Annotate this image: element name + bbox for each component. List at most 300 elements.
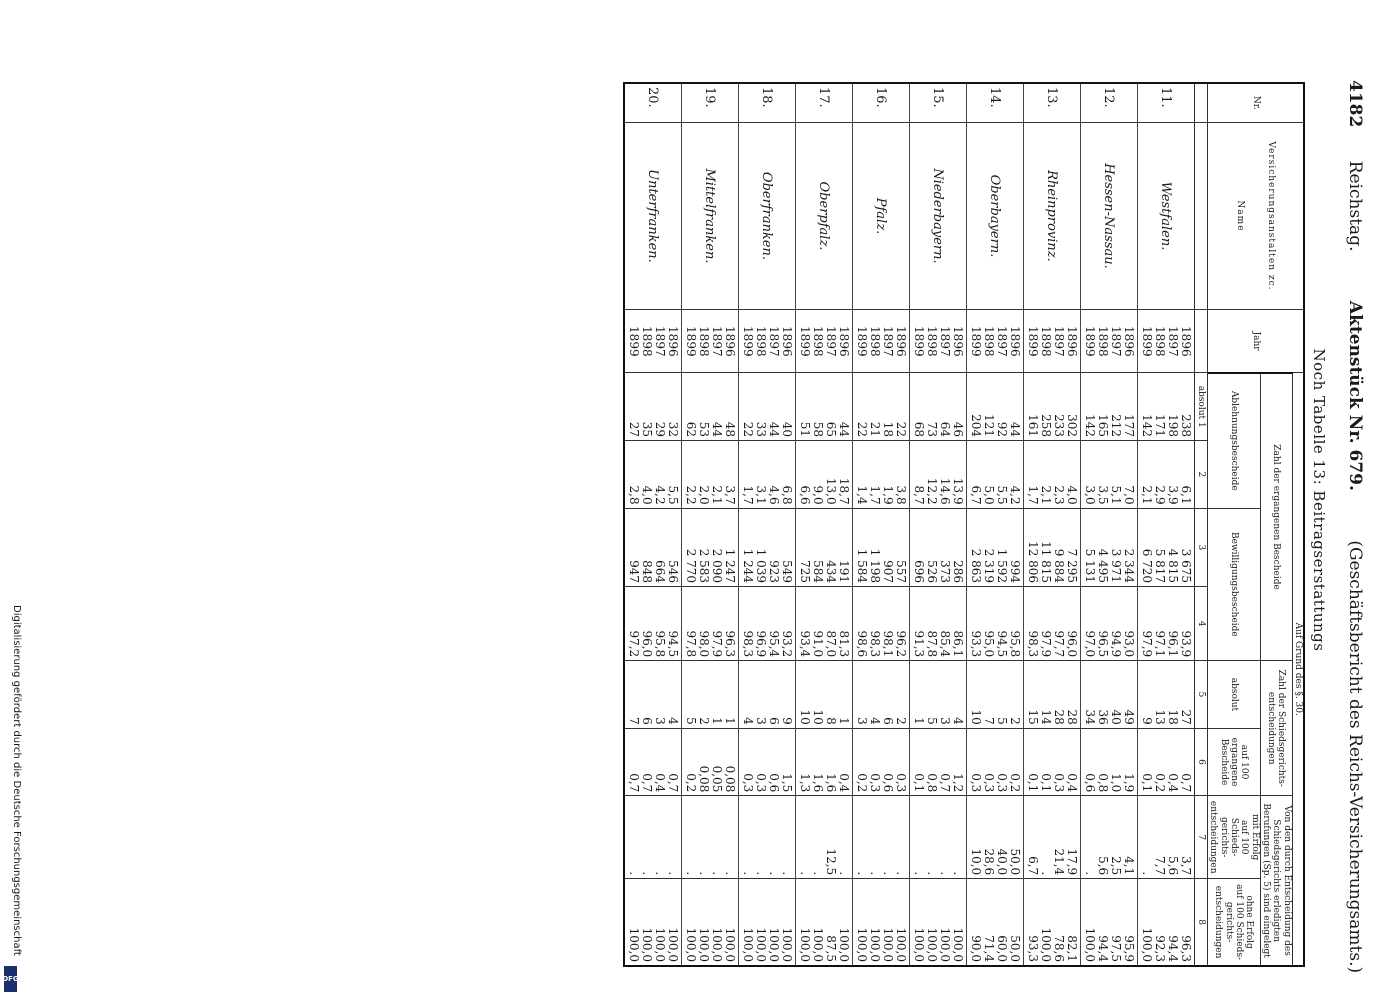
col5-cell-value: 14 <box>1038 709 1053 725</box>
col5-cell-value: 36 <box>1095 709 1110 725</box>
header-anstalten-label: Versicherungsanstalten zc. <box>1265 141 1276 291</box>
anstalt-name: Pfalz. <box>852 122 909 309</box>
col7-cell-value: . <box>1082 871 1097 876</box>
col3-cell-value: 1 039 <box>753 548 768 584</box>
year-cell-value: 1898 <box>696 326 711 357</box>
col1-cell <box>852 373 909 441</box>
year-cell-value: 1896 <box>893 326 908 357</box>
col1-cell-value: 258 <box>1038 414 1053 438</box>
col3-cell-value: 5 131 <box>1082 548 1097 584</box>
col7-cell <box>909 796 966 879</box>
col2-cell-value: 18,7 <box>836 477 851 505</box>
col6-cell-value: 0,4 <box>836 773 851 793</box>
col5-cell <box>909 661 966 729</box>
col6-cell-value: 0,3 <box>867 773 882 793</box>
col7-cell-value: 5,6 <box>1095 856 1110 876</box>
col5-cell-value: 1 <box>836 717 851 725</box>
table-row <box>852 83 909 966</box>
col8-cell-value: 100,0 <box>722 927 737 962</box>
year-cell-value: 1899 <box>911 326 926 357</box>
col1-cell <box>909 373 966 441</box>
col5-cell <box>624 661 682 729</box>
col4-cell <box>966 587 1023 661</box>
col6-cell-value: 0,2 <box>1007 773 1022 793</box>
year-cell-value: 1898 <box>810 326 825 357</box>
year-cell <box>1023 310 1080 373</box>
col3-cell-value: 994 <box>1007 560 1022 584</box>
col2-cell <box>681 441 738 509</box>
col4-cell-value: 87,0 <box>823 630 838 658</box>
col1-cell-value: 18 <box>880 421 895 438</box>
year-cell-value: 1898 <box>981 326 996 357</box>
col1-cell-value: 44 <box>766 421 781 438</box>
col2-cell-value: 3,9 <box>1165 485 1180 505</box>
col8-cell-value: 100,0 <box>652 927 667 962</box>
col5-cell <box>738 661 795 729</box>
col1-cell-value: 68 <box>911 421 926 438</box>
col6-cell-value: 0,7 <box>665 773 680 793</box>
col7-cell <box>681 796 738 879</box>
col8-cell-value: 100,0 <box>683 927 698 962</box>
year-cell <box>681 310 738 373</box>
col1-cell-value: 171 <box>1152 414 1167 438</box>
year-cell-value: 1897 <box>937 326 952 357</box>
col6-cell-value: 0,7 <box>626 773 641 793</box>
col6-cell-value: 0,8 <box>924 773 939 793</box>
col3-cell-value: 1 247 <box>722 548 737 584</box>
col6-cell <box>795 728 852 796</box>
year-cell-value: 1899 <box>1025 326 1040 357</box>
col6-cell <box>1137 728 1194 796</box>
col3-cell <box>1023 508 1080 586</box>
col1-cell-value: 22 <box>740 421 755 438</box>
col3-cell-value: 9 884 <box>1051 548 1066 584</box>
col7-cell-value: 4,1 <box>1121 856 1136 876</box>
col8-cell-value: 100,0 <box>1139 927 1154 962</box>
col2-cell-value: 1,7 <box>740 485 755 505</box>
col4-cell-value: 98,3 <box>867 630 882 658</box>
col5-cell-value: 6 <box>880 717 895 725</box>
year-cell-value: 1897 <box>1108 326 1123 357</box>
col1-cell-value: 44 <box>1007 421 1022 438</box>
col1-cell-value: 73 <box>924 421 939 438</box>
header-mit-erfolg-label: mit Erfolg <box>1249 814 1260 861</box>
col8-cell-value: 100,0 <box>880 927 895 962</box>
year-cell-value: 1896 <box>779 326 794 357</box>
col3-cell-value: 1 198 <box>867 548 882 584</box>
col2-cell-value: 7,0 <box>1121 485 1136 505</box>
col4-cell-value: 91,0 <box>810 630 825 658</box>
col4-cell-value: 96,2 <box>893 630 908 658</box>
year-cell-value: 1896 <box>1007 326 1022 357</box>
table-row <box>1137 83 1194 966</box>
table-row <box>681 83 738 966</box>
col4-cell-value: 96,5 <box>1095 630 1110 658</box>
col6-cell-value: 0,08 <box>696 765 711 793</box>
header-mit-erfolg-sub: auf 100 Schieds-gerichts-entscheidungen <box>1208 800 1250 874</box>
col8-cell-value: 100,0 <box>639 927 654 962</box>
col2-cell-value: 8,7 <box>911 485 926 505</box>
col3-cell-value: 557 <box>893 560 908 584</box>
col3-cell-value: 4 815 <box>1165 548 1180 584</box>
year-cell-value: 1896 <box>836 326 851 357</box>
col5-cell <box>852 661 909 729</box>
col-number-4: 4 <box>1196 620 1207 627</box>
col3-cell-value: 2 090 <box>709 548 724 584</box>
col4-cell-value: 98,0 <box>696 630 711 658</box>
col1-cell <box>1023 373 1080 441</box>
col1-cell-value: 33 <box>753 421 768 438</box>
col1-cell-value: 121 <box>981 414 996 438</box>
col4-cell-value: 96,0 <box>1064 630 1079 658</box>
col4-cell-value: 96,1 <box>1165 630 1180 658</box>
col7-cell-value: . <box>779 871 794 876</box>
col7-cell <box>738 796 795 879</box>
col3-cell-value: 546 <box>665 560 680 584</box>
col4-cell-value: 97,9 <box>1038 630 1053 658</box>
table-title: Noch Tabelle 13: Beitragserstattungs <box>1310 348 1328 652</box>
col2-cell-value: 4,0 <box>1064 485 1079 505</box>
col5-cell-value: 4 <box>867 717 882 725</box>
row-number: 15. <box>909 83 966 122</box>
col1-cell <box>624 373 682 441</box>
col2-cell-value: 3,8 <box>893 485 908 505</box>
col5-cell-value: 7 <box>981 717 996 725</box>
col4-cell-value: 94,5 <box>665 630 680 658</box>
col5-cell-value: 6 <box>766 717 781 725</box>
col1-cell <box>1137 373 1194 441</box>
header-auf100-2 <box>1194 441 1207 509</box>
col4-cell-value: 97,0 <box>1082 630 1097 658</box>
col6-cell-value: 0,05 <box>709 765 724 793</box>
col4-cell-value: 93,9 <box>1178 630 1193 658</box>
col2-cell-value: 5,5 <box>665 485 680 505</box>
header-absolut-5: absolut <box>1207 661 1260 729</box>
col3-cell-value: 1 244 <box>740 548 755 584</box>
col5-cell-value: 28 <box>1064 709 1079 725</box>
col2-cell-value: 2,1 <box>709 485 724 505</box>
col5-cell-value: 2 <box>696 717 711 725</box>
col1-cell-value: 29 <box>652 421 667 438</box>
col6-cell-value: 0,2 <box>854 773 869 793</box>
col5-cell-value: 4 <box>665 717 680 725</box>
col4-cell <box>1137 587 1194 661</box>
col3-cell-value: 12 806 <box>1025 541 1040 584</box>
year-cell-value: 1899 <box>797 326 812 357</box>
col8-cell <box>1023 879 1080 966</box>
year-cell-value: 1898 <box>639 326 654 357</box>
col4-cell-value: 94,9 <box>1108 630 1123 658</box>
col3-cell-value: 947 <box>626 560 641 584</box>
year-cell-value: 1897 <box>880 326 895 357</box>
col2-cell <box>909 441 966 509</box>
col8-cell-value: 100,0 <box>797 927 812 962</box>
col5-cell-value: 1 <box>722 717 737 725</box>
col3-cell-value: 725 <box>797 560 812 584</box>
col5-cell-value: 18 <box>1165 709 1180 725</box>
col6-cell <box>1080 728 1137 796</box>
col5-cell <box>795 661 852 729</box>
col6-cell-value: 0,4 <box>1165 773 1180 793</box>
col2-cell-value: 12,2 <box>924 477 939 505</box>
col7-cell-value: 12,5 <box>823 848 838 876</box>
col2-cell <box>1023 441 1080 509</box>
col6-cell <box>681 728 738 796</box>
col6-cell-value: 1,9 <box>1121 773 1136 793</box>
col3-cell-value: 549 <box>779 560 794 584</box>
col1-cell-value: 46 <box>950 421 965 438</box>
table-row <box>909 83 966 966</box>
header-bewilligung: Bewilligungsbescheide <box>1207 508 1260 661</box>
col1-cell-value: 40 <box>779 421 794 438</box>
header-nr: Nr. <box>1207 83 1304 122</box>
anstalt-name: Oberfranken. <box>738 122 795 309</box>
col7-cell <box>852 796 909 879</box>
col6-cell-value: 0,6 <box>766 773 781 793</box>
col7-cell-value: 40,0 <box>994 848 1009 876</box>
col3-cell <box>795 508 852 586</box>
col7-cell <box>1080 796 1137 879</box>
col3-cell-value: 3 971 <box>1108 548 1123 584</box>
col-number-2: 2 <box>1196 471 1207 478</box>
col7-cell-value: 6,7 <box>1025 856 1040 876</box>
year-cell-value: 1899 <box>626 326 641 357</box>
col6-cell-value: 0,7 <box>1178 773 1193 793</box>
col8-cell-value: 100,0 <box>1038 927 1053 962</box>
col4-cell-value: 93,4 <box>797 630 812 658</box>
col3-cell-value: 664 <box>652 560 667 584</box>
col6-cell-value: 0,3 <box>740 773 755 793</box>
col2-cell-value: 2,2 <box>683 485 698 505</box>
col7-cell-value: 10,0 <box>968 848 983 876</box>
year-cell-value: 1899 <box>740 326 755 357</box>
col7-cell-value: . <box>854 871 869 876</box>
col4-cell-value: 81,3 <box>836 630 851 658</box>
col8-cell-value: 100,0 <box>911 927 926 962</box>
col8-cell-value: 100,0 <box>836 927 851 962</box>
year-cell-value: 1899 <box>1082 326 1097 357</box>
col1-cell-value: 22 <box>854 421 869 438</box>
col4-cell-value: 94,5 <box>994 630 1009 658</box>
year-cell-value: 1899 <box>683 326 698 357</box>
table-row <box>1080 83 1137 966</box>
col8-cell-value: 100,0 <box>626 927 641 962</box>
col4-cell <box>681 587 738 661</box>
col-label-absolut-1: absolut <box>1196 385 1207 420</box>
col4-cell-value: 98,1 <box>880 630 895 658</box>
page-number: 4182 <box>1345 80 1365 128</box>
col4-cell <box>738 587 795 661</box>
col3-cell-value: 434 <box>823 560 838 584</box>
col7-cell <box>624 796 682 879</box>
header-ablehnung: Ablehnungsbescheide <box>1207 373 1260 508</box>
col2-cell <box>1137 441 1194 509</box>
col5-cell <box>1137 661 1194 729</box>
row-number: 16. <box>852 83 909 122</box>
col6-cell-value: 1,2 <box>950 773 965 793</box>
col7-cell-value: . <box>709 871 724 876</box>
col6-cell-value: 0,1 <box>1139 773 1154 793</box>
col5-cell <box>681 661 738 729</box>
header-mit-erfolg <box>1207 796 1260 879</box>
col6-cell <box>966 728 1023 796</box>
col8-cell-value: 100,0 <box>766 927 781 962</box>
col8-cell <box>1080 879 1137 966</box>
year-cell-value: 1898 <box>867 326 882 357</box>
col2-cell-value: 3,1 <box>753 485 768 505</box>
col2-cell-value: 5,1 <box>1108 485 1123 505</box>
col8-cell-value: 100,0 <box>893 927 908 962</box>
col-number-5: 5 <box>1194 661 1207 729</box>
col8-cell-value: 78,6 <box>1051 935 1066 962</box>
col1-cell-value: 142 <box>1139 414 1154 438</box>
col1-cell-value: 58 <box>810 421 825 438</box>
col8-cell-value: 96,3 <box>1178 935 1193 962</box>
col8-cell-value: 100,0 <box>740 927 755 962</box>
table-row <box>624 83 682 966</box>
year-cell-value: 1899 <box>968 326 983 357</box>
year-cell-value: 1898 <box>1152 326 1167 357</box>
col2-cell-value: 1,9 <box>880 485 895 505</box>
col7-cell-value: . <box>696 871 711 876</box>
year-cell-value: 1897 <box>994 326 1009 357</box>
col7-cell-value: 17,9 <box>1064 848 1079 876</box>
col2-cell <box>624 441 682 509</box>
col4-cell <box>624 587 682 661</box>
col4-cell-value: 95,8 <box>652 630 667 658</box>
col7-cell-value: . <box>766 871 781 876</box>
col7-cell-value: 2,5 <box>1108 856 1123 876</box>
col-number-6: 6 <box>1194 728 1207 796</box>
table-row <box>795 83 852 966</box>
anstalt-name: Oberbayern. <box>966 122 1023 309</box>
col8-cell-value: 100,0 <box>709 927 724 962</box>
col2-cell-value: 2,1 <box>1038 485 1053 505</box>
col7-cell-value: . <box>740 871 755 876</box>
year-cell <box>624 310 682 373</box>
col1-cell-value: 165 <box>1095 414 1110 438</box>
header-zahl-bescheide: Zahl der ergangenen Bescheide <box>1260 373 1292 661</box>
col4-cell-value: 95,4 <box>766 630 781 658</box>
header-ohne-erfolg <box>1207 879 1260 966</box>
col6-cell-value: 1,5 <box>779 773 794 793</box>
col7-cell-value: . <box>924 871 939 876</box>
col8-cell-value: 50,0 <box>1007 935 1022 962</box>
col1-cell-value: 161 <box>1025 414 1040 438</box>
col6-cell-value: 0,4 <box>652 773 667 793</box>
col6-cell-value: 0,1 <box>1038 773 1053 793</box>
col1-cell-value: 32 <box>665 421 680 438</box>
year-cell <box>909 310 966 373</box>
col5-cell-value: 3 <box>652 717 667 725</box>
col3-cell <box>738 508 795 586</box>
col6-cell-value: 1,3 <box>797 773 812 793</box>
col5-cell-value: 5 <box>924 717 939 725</box>
col3-cell-value: 11 815 <box>1038 541 1053 584</box>
col8-cell-value: 100,0 <box>696 927 711 962</box>
col7-cell-value: 3,7 <box>1178 856 1193 876</box>
col1-cell-value: 22 <box>893 421 908 438</box>
header-name: Name <box>1235 200 1246 232</box>
col5-cell-value: 7 <box>626 717 641 725</box>
col8-cell <box>624 879 682 966</box>
anstalt-name: Hessen-Nassau. <box>1080 122 1137 309</box>
col3-cell-value: 5 817 <box>1152 548 1167 584</box>
col6-cell-value: 0,4 <box>1064 773 1079 793</box>
col1-cell-value: 233 <box>1051 414 1066 438</box>
col5-cell-value: 1 <box>709 717 724 725</box>
col6-cell-value: 0,7 <box>937 773 952 793</box>
col5-cell-value: 8 <box>823 717 838 725</box>
col3-cell <box>852 508 909 586</box>
col7-cell-value: 50,0 <box>1007 848 1022 876</box>
col2-cell-value: 1,7 <box>1025 485 1040 505</box>
col8-cell-value: 100,0 <box>1082 927 1097 962</box>
col3-cell-value: 286 <box>950 560 965 584</box>
col6-cell-value: 0,2 <box>1152 773 1167 793</box>
col5-cell-value: 34 <box>1082 709 1097 725</box>
col6-cell-value: 0,3 <box>968 773 983 793</box>
year-cell <box>1137 310 1194 373</box>
col6-cell-value: 0,6 <box>1082 773 1097 793</box>
col2-cell-value: 9,0 <box>810 485 825 505</box>
col8-cell-value: 95,9 <box>1121 935 1136 962</box>
year-cell <box>966 310 1023 373</box>
col2-cell-value: 3,0 <box>1082 485 1097 505</box>
col8-cell-value: 87,5 <box>823 935 838 962</box>
header-center: Aktenstück Nr. 679. <box>1345 300 1365 491</box>
col6-cell-value: 0,8 <box>1095 773 1110 793</box>
year-cell-value: 1899 <box>854 326 869 357</box>
col8-cell-value: 94,4 <box>1165 935 1180 962</box>
col3-cell-value: 2 770 <box>683 548 698 584</box>
col4-cell-value: 87,8 <box>924 630 939 658</box>
col7-cell-value: 7,7 <box>1152 856 1167 876</box>
year-cell-value: 1899 <box>1139 326 1154 357</box>
col8-cell-value: 100,0 <box>753 927 768 962</box>
col2-cell-value: 4,2 <box>1007 485 1022 505</box>
table-body <box>624 83 1195 966</box>
col2-cell-value: 14,6 <box>937 477 952 505</box>
col4-cell-value: 98,3 <box>1025 630 1040 658</box>
col7-cell-value: . <box>652 871 667 876</box>
col3-cell-value: 1 584 <box>854 548 869 584</box>
anstalt-name: Oberpfalz. <box>795 122 852 309</box>
col4-cell-value: 93,0 <box>1121 630 1136 658</box>
col2-cell-value: 13,9 <box>950 477 965 505</box>
col1-cell-value: 44 <box>836 421 851 438</box>
col3-cell-value: 6 720 <box>1139 548 1154 584</box>
col4-cell-value: 95,8 <box>1007 630 1022 658</box>
col2-cell-value: 1,7 <box>867 485 882 505</box>
statistics-table <box>623 82 1305 967</box>
col2-cell-value: 6,7 <box>968 485 983 505</box>
col4-cell-value: 96,9 <box>753 630 768 658</box>
col3-cell-value: 191 <box>836 560 851 584</box>
col4-cell-value: 86,1 <box>950 630 965 658</box>
col4-cell-value: 93,3 <box>968 630 983 658</box>
year-cell-value: 1897 <box>652 326 667 357</box>
col7-cell-value: . <box>639 871 654 876</box>
col-number-3: 3 <box>1196 544 1207 551</box>
col7-cell-value: . <box>797 871 812 876</box>
year-cell-value: 1898 <box>753 326 768 357</box>
header-auf-grund: Auf Grund des §. 30. <box>1292 373 1304 966</box>
col8-cell-value: 100,0 <box>937 927 952 962</box>
col7-cell-value: . <box>836 871 851 876</box>
row-number: 19. <box>681 83 738 122</box>
col3-cell <box>1137 508 1194 586</box>
